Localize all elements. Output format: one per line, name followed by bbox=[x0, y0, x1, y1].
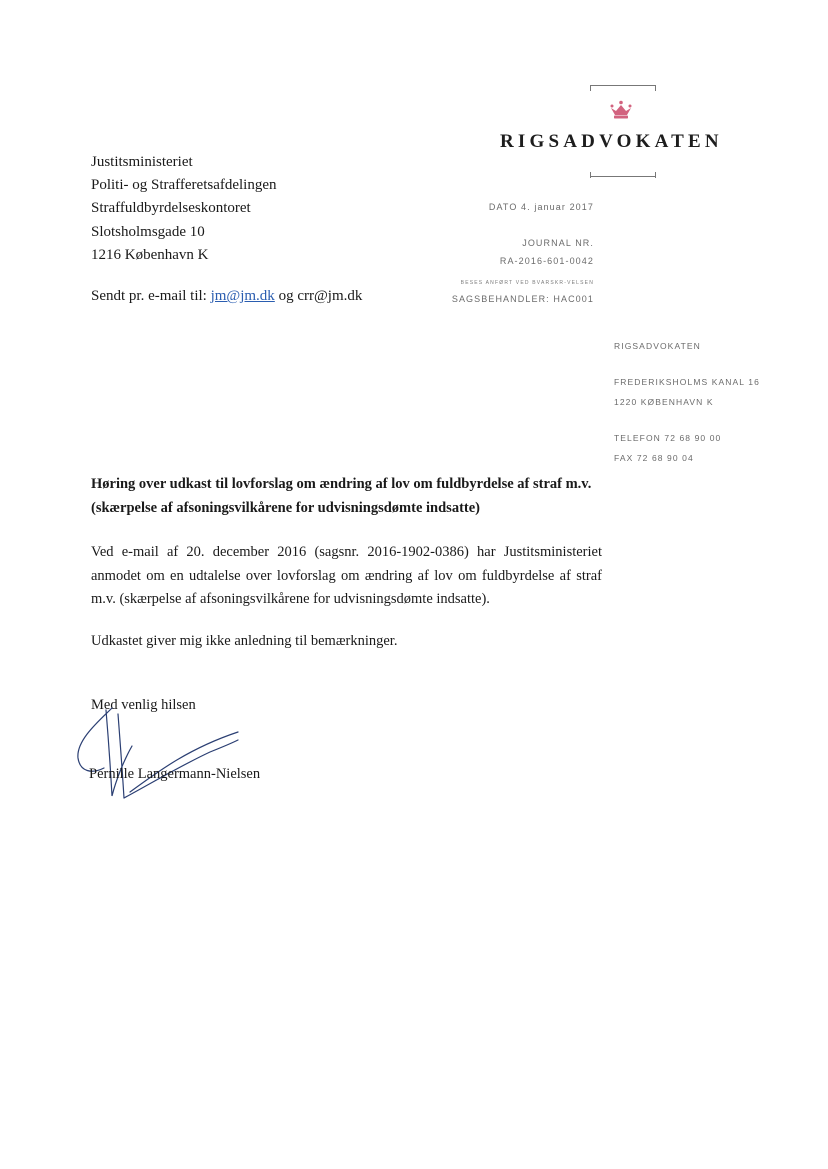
sent-by-email-line bbox=[91, 288, 362, 305]
letterhead-bottom-rule bbox=[590, 176, 656, 177]
handwritten-signature bbox=[70, 700, 270, 810]
reply-reference-note: BESES ANFØRT VED BVARSKR-VELSEN bbox=[460, 280, 594, 286]
crown-icon bbox=[608, 100, 634, 120]
signer-name: Pernille Langermann-Nielsen bbox=[89, 766, 261, 782]
letter-date: DATO 4. januar 2017 bbox=[488, 202, 594, 212]
sent-prefix: Sendt pr. e-mail til: bbox=[91, 288, 207, 304]
recipient-line: Justitsministeriet bbox=[91, 154, 193, 170]
email-link-jm[interactable]: jm@jm.dk bbox=[210, 288, 275, 304]
sent-conjunction: og bbox=[278, 288, 294, 304]
sender-street: FREDERIKSHOLMS KANAL 16 bbox=[614, 377, 760, 387]
body-paragraph-1: Ved e-mail af 20. december 2016 (sagsnr. 2016-1902-0386) har Justitsministeriet anmodet om en udtalelse over lovforslag om ændring af lov om fuldbyrdelse af straf m.v. (skærpelse af afsoningsvilkårene for udvisningsdømte indsatte). bbox=[91, 544, 602, 607]
body-paragraph-2: Udkastet giver mig ikke anledning til bemærkninger. bbox=[91, 633, 398, 649]
closing-greeting: Med venlig hilsen bbox=[91, 697, 196, 713]
recipient-line: Politi- og Strafferetsafdelingen bbox=[91, 177, 277, 194]
subject-line-1: Høring over udkast til lovforslag om ændring af lov om fuldbyrdelse af straf m.v. bbox=[91, 476, 592, 492]
recipient-address bbox=[91, 151, 277, 267]
recipient-line: 1216 København K bbox=[91, 246, 209, 263]
letter-subject bbox=[91, 472, 611, 520]
email-crr: crr@jm.dk bbox=[297, 288, 363, 304]
journal-number: RA-2016-601-0042 bbox=[499, 256, 594, 266]
subject-line-2: (skærpelse af afsoningsvilkårene for udvisningsdømte indsatte) bbox=[91, 500, 480, 516]
journal-label: JOURNAL NR. bbox=[522, 238, 594, 248]
recipient-line: Straffuldbyrdelseskontoret bbox=[91, 200, 251, 217]
letterhead-brand: RIGSADVOKATEN bbox=[500, 131, 723, 152]
sender-city: 1220 KØBENHAVN K bbox=[614, 397, 714, 407]
case-handler: SAGSBEHANDLER: HAC001 bbox=[451, 294, 594, 304]
recipient-line: Slotsholmsgade 10 bbox=[91, 223, 205, 240]
sender-phone: TELEFON 72 68 90 00 bbox=[614, 433, 722, 443]
sender-name: RIGSADVOKATEN bbox=[614, 341, 701, 351]
sender-fax: FAX 72 68 90 04 bbox=[614, 453, 694, 463]
letterhead-top-rule bbox=[590, 85, 656, 86]
